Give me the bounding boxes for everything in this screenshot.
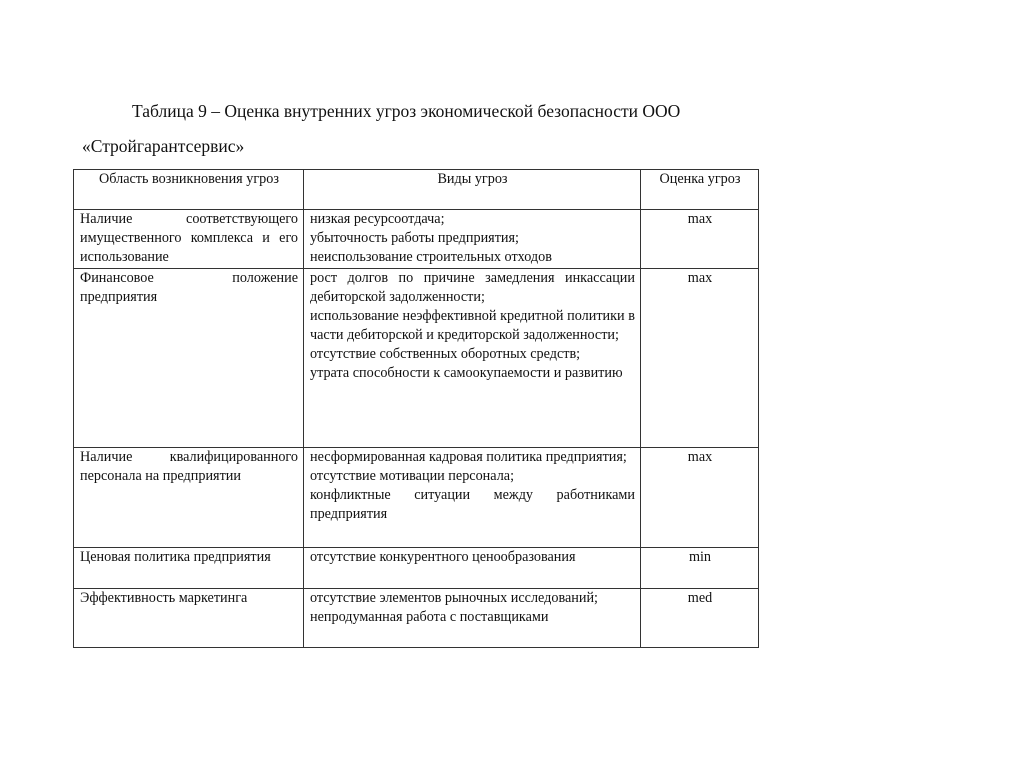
threat-item: отсутствие мотивации персонала; [310, 468, 515, 484]
table-row [74, 448, 759, 548]
table-caption: Таблица 9 – Оценка внутренних угроз экономической безопасности ООО [132, 101, 681, 121]
cell-area: Эффективность маркетинга [74, 589, 304, 648]
cell-area: Наличие квалифицированного персонала на предприятии [74, 448, 304, 548]
cell-rating: med [641, 589, 759, 648]
cell-rating: max [641, 210, 759, 269]
cell-rating: min [641, 548, 759, 589]
threat-item: отсутствие собственных оборотных средств; [310, 346, 581, 362]
cell-area: Наличие соответствующего имущественного комплекса и его использование [74, 210, 304, 269]
table-row [74, 548, 759, 589]
cell-area: Финансовое положение предприятия [74, 269, 304, 448]
table-row [74, 269, 759, 448]
table-caption-company: «Стройгарантсервис» [82, 136, 245, 156]
cell-rating: max [641, 269, 759, 448]
header-area: Область возникновения угроз [74, 170, 304, 210]
threat-item: утрата способности к самоокупаемости и развитию [310, 365, 623, 381]
table-header-row [74, 170, 759, 210]
threat-item: отсутствие конкурентного ценообразования [310, 549, 576, 565]
cell-threats [304, 269, 641, 448]
threat-item: низкая ресурсоотдача; [310, 211, 445, 227]
threat-item: использование неэффективной кредитной политики в части дебиторской и кредиторской задолженности; [310, 308, 635, 343]
threat-item: неиспользование строительных отходов [310, 249, 552, 265]
header-threats: Виды угроз [304, 170, 641, 210]
cell-threats [304, 210, 641, 269]
threat-item: рост долгов по причине замедления инкассации дебиторской задолженности; [310, 270, 635, 305]
cell-rating: max [641, 448, 759, 548]
threat-item: конфликтные ситуации между работниками предприятия [310, 487, 635, 522]
cell-threats [304, 548, 641, 589]
cell-area: Ценовая политика предприятия [74, 548, 304, 589]
table-row [74, 210, 759, 269]
threat-item: убыточность работы предприятия; [310, 230, 519, 246]
table-row [74, 589, 759, 648]
header-rating: Оценка угроз [641, 170, 759, 210]
threats-table [73, 169, 759, 648]
cell-threats [304, 448, 641, 548]
cell-threats [304, 589, 641, 648]
threat-item: отсутствие элементов рыночных исследований; [310, 590, 598, 606]
threat-item: непродуманная работа с поставщиками [310, 609, 549, 625]
threat-item: несформированная кадровая политика предприятия; [310, 449, 627, 465]
